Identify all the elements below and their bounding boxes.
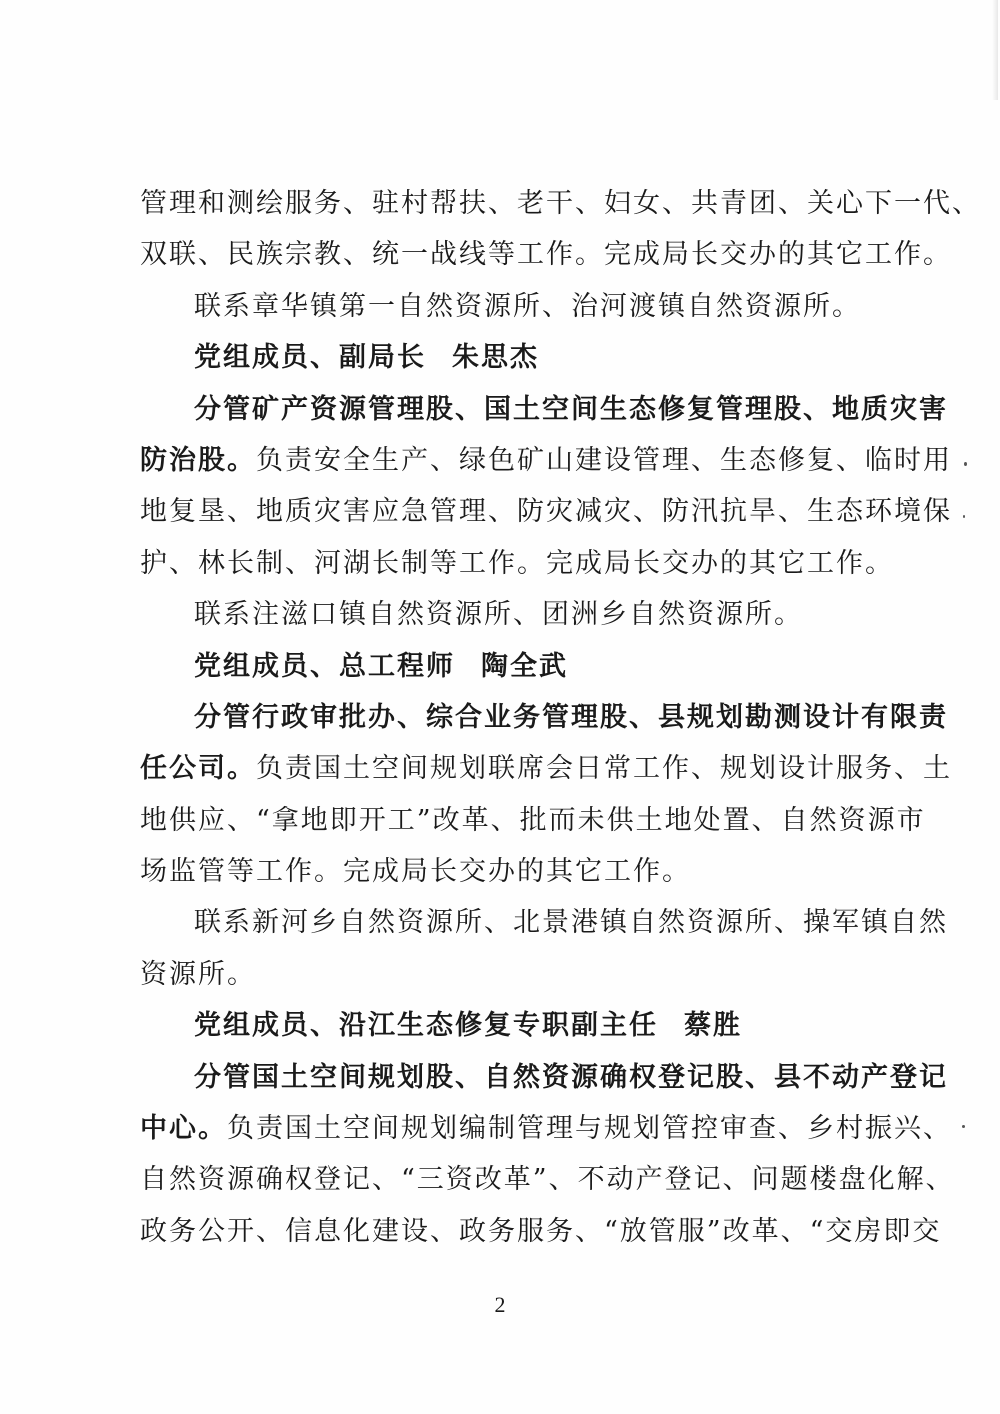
position-title: 党组成员、沿江生态修复专职副主任 [194,1010,658,1042]
section-heading-cai [140,1000,880,1051]
duties-text: 负责国土空间规划联席会日常工作、规划设计服务、土 [256,753,952,785]
scan-speck [963,515,965,518]
position-title: 党组成员、总工程师 [194,650,455,682]
scan-speck [962,1125,965,1128]
text-line [140,1103,952,1154]
text-line: 自然资源确权登记、“三资改革”、不动产登记、问题楼盘化解、 [140,1164,955,1196]
text-line: 护、林长制、河湖长制等工作。完成局长交办的其它工作。 [140,547,894,579]
duties-bold: 防治股。 [140,444,256,476]
page-number: 2 [494,1292,506,1317]
duties-bold: 中心。 [140,1113,227,1145]
contact-line: 联系注滋口镇自然资源所、团洲乡自然资源所。 [194,599,803,631]
duties-text: 负责国土空间规划编制管理与规划管控审查、乡村振兴、 [227,1113,952,1145]
contact-line: 资源所。 [140,958,256,990]
duties-bold: 任公司。 [140,753,256,785]
scan-speck [964,462,967,466]
text-line [140,743,952,794]
text-line: 地复垦、地质灾害应急管理、防灾减灾、防汛抗旱、生态环境保 [140,496,952,528]
section-heading-zhu [140,332,880,383]
person-name: 蔡胜 [684,1010,742,1042]
scan-edge-shadow [992,0,998,100]
text-line: 管理和测绘服务、驻村帮扶、老干、妇女、共青团、关心下一代、 [140,188,981,219]
duties-bold: 分管国土空间规划股、自然资源确权登记股、县不动产登记 [194,1061,948,1093]
text-line: 政务公开、信息化建设、政务服务、“放管服”改革、“交房即交 [140,1215,942,1247]
person-name: 朱思杰 [452,342,539,374]
duties-bold: 分管行政审批办、综合业务管理股、县规划勘测设计有限责 [194,701,948,733]
text-line: 双联、民族宗教、统一战线等工作。完成局长交办的其它工作。 [140,239,952,271]
duties-heading-line [140,692,948,743]
duties-heading-line [140,384,948,435]
person-name: 陶全武 [481,650,568,682]
duties-text: 负责安全生产、绿色矿山建设管理、生态修复、临时用 [256,444,952,476]
text-line [140,435,952,486]
text-line: 场监管等工作。完成局长交办的其它工作。 [140,856,691,888]
contact-line: 联系新河乡自然资源所、北景港镇自然资源所、操军镇自然 [194,907,948,939]
body-text [140,178,981,1257]
duties-bold: 分管矿产资源管理股、国土空间生态修复管理股、地质灾害 [194,393,948,425]
section-heading-tao [140,641,880,692]
duties-heading-line [140,1052,948,1103]
contact-line: 联系章华镇第一自然资源所、治河渡镇自然资源所。 [194,290,861,322]
text-line: 地供应、“拿地即开工”改革、批而未供土地处置、自然资源市 [140,804,926,836]
position-title: 党组成员、副局长 [194,342,426,374]
